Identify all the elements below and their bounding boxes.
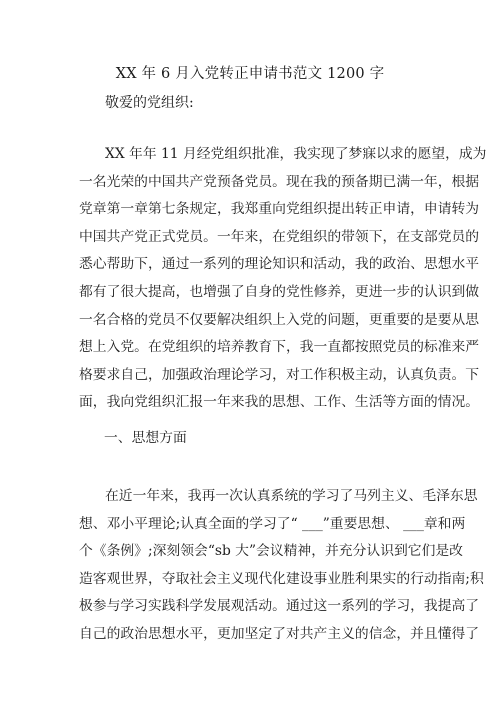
salutation: 敬爱的党组织:	[105, 95, 194, 111]
paragraph-line: 格要求自己，加强政治理论学习，对工作积极主动，认真负责。下	[79, 366, 480, 383]
section-heading-ideology: 一、思想方面	[104, 430, 187, 446]
paragraph-line: 极参与学习实践科学发展观活动。通过这一系列的学习，我提高了	[79, 598, 480, 615]
paragraph-line: 中国共产党正式党员。一年来，在党组织的带领下，在支部党员的	[79, 228, 480, 245]
paragraph-line: 面，我向党组织汇报一年来我的思想、工作、生活等方面的情况。	[79, 394, 480, 411]
paragraph-line: 一名光荣的中国共产党预备党员。现在我的预备期已满一年，根据	[79, 173, 480, 190]
document-title: XX 年 6 月入党转正申请书范文 1200 字	[115, 66, 385, 82]
paragraph-line: 个《条例》;深刻领会“sb 大”会议精神，并充分认识到它们是改	[79, 543, 463, 560]
paragraph-line: XX 年年 11 月经党组织批准，我实现了梦寐以求的愿望，成为	[105, 146, 487, 162]
paragraph-line: 造客观世界，夺取社会主义现代化建设事业胜利果实的行动指南;积	[79, 570, 484, 587]
paragraph-line: 都有了很大提高，也增强了自身的党性修养，更进一步的认识到做	[79, 283, 480, 300]
body-paragraph-2	[79, 483, 484, 649]
paragraph-line: 在近一年来，我再一次认真系统的学习了马列主义、毛泽东思	[105, 488, 478, 504]
paragraph-line: 一名合格的党员不仅要解决组织上入党的问题，更重要的是要从思	[79, 311, 480, 328]
paragraph-line: 想、邓小平理论;认真全面的学习了“ ___”重要思想、 ___章和两	[79, 515, 466, 532]
paragraph-line: 悉心帮助下，通过一系列的理论知识和活动，我的政治、思想水平	[79, 256, 480, 273]
body-paragraph-1	[79, 141, 487, 417]
paragraph-line: 想上入党。在党组织的培养教育下，我一直都按照党员的标准来严	[79, 339, 480, 356]
paragraph-line: 党章第一章第七条规定，我郑重向党组织提出转正申请，申请转为	[79, 201, 480, 218]
paragraph-line: 自己的政治思想水平，更加坚定了对共产主义的信念，并且懂得了	[79, 625, 480, 642]
